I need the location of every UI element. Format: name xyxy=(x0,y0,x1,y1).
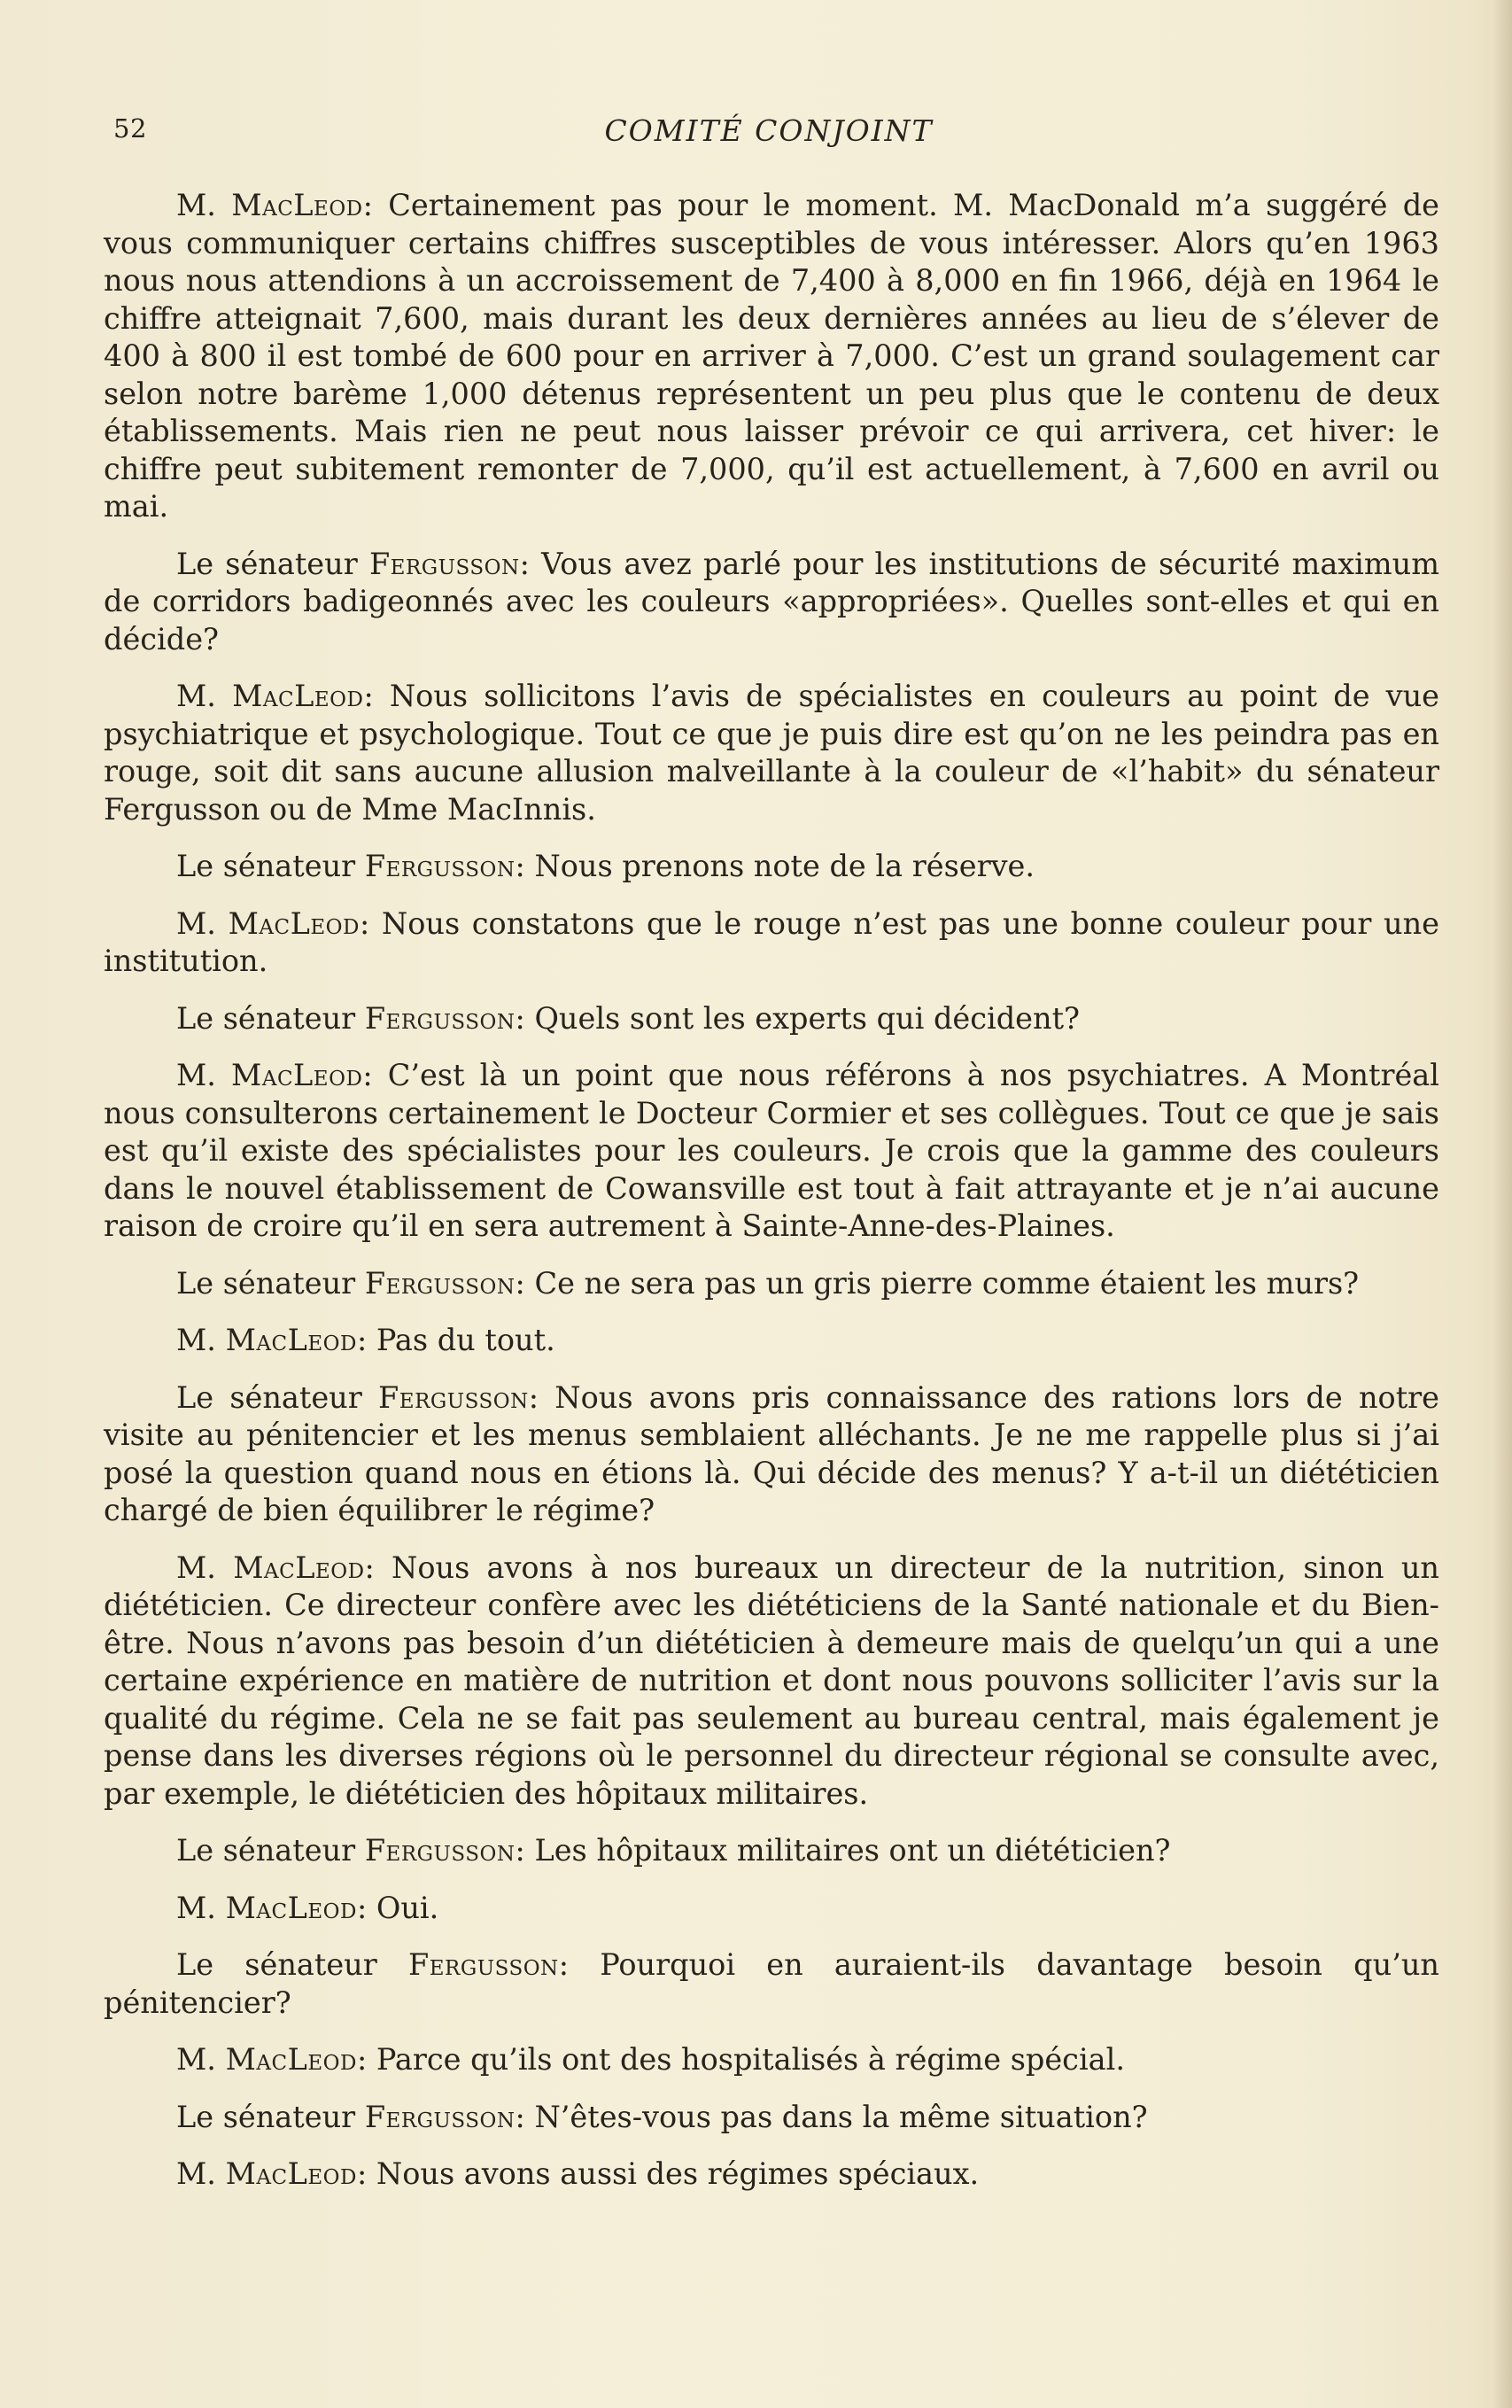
transcript-paragraph xyxy=(104,1946,1439,2022)
speaker-name: Fergusson xyxy=(364,1000,516,1036)
transcript-paragraph xyxy=(104,187,1439,526)
speaker-prefix: M. xyxy=(176,188,232,222)
page-header xyxy=(113,113,1424,152)
speaker-name: MacLeod xyxy=(233,1550,365,1585)
transcript-body xyxy=(104,187,1439,2213)
speaker-prefix: Le sénateur xyxy=(176,1833,365,1868)
speaker-prefix: M. xyxy=(176,1323,226,1357)
speaker-prefix: Le sénateur xyxy=(176,2099,365,2134)
speaker-prefix: M. xyxy=(176,2156,226,2191)
speaker-prefix: Le sénateur xyxy=(176,849,365,883)
paragraph-text: : Nous avons à nos bureaux un directeur de la nutrition, sinon un diététicien. Ce directeur confère avec les diététiciens de la Santé nationale et du Bien-être. Nous n’avons pas besoin d’un diététicien à demeure mais de quelqu’un qui a une certaine expérience en matière de nutrition et dont nous pouvons solliciter l’avis sur la qualité du régime. Cela ne se fait pas seulement au bureau central, mais également je pense dans les diverses régions où le personnel du directeur régional se consulte avec, par exemple, le diététicien des hôpitaux militaires. xyxy=(104,1550,1439,1811)
paragraph-text: : Parce qu’ils ont des hospitalisés à régime spécial. xyxy=(356,2042,1125,2077)
speaker-prefix: M. xyxy=(176,2042,226,2077)
paragraph-text: : Oui. xyxy=(356,1890,439,1925)
paragraph-text: : Nous constatons que le rouge n’est pas une bonne couleur pour une institution. xyxy=(104,905,1439,978)
speaker-name: MacLeod xyxy=(225,1890,357,1925)
transcript-paragraph xyxy=(104,1890,1439,1928)
speaker-prefix: Le sénateur xyxy=(176,1947,408,1982)
speaker-prefix: Le sénateur xyxy=(176,1000,365,1036)
speaker-prefix: M. xyxy=(176,905,229,941)
speaker-name: Fergusson xyxy=(378,1379,529,1415)
speaker-name: MacLeod xyxy=(228,905,360,941)
transcript-paragraph xyxy=(104,1379,1439,1530)
paragraph-text: : Pas du tout. xyxy=(356,1323,555,1357)
paragraph-text: : Nous avons aussi des régimes spéciaux. xyxy=(356,2156,980,2191)
speaker-name: Fergusson xyxy=(407,1947,559,1982)
transcript-paragraph xyxy=(104,2041,1439,2079)
speaker-name: Fergusson xyxy=(368,546,520,581)
transcript-paragraph xyxy=(104,1550,1439,1814)
transcript-paragraph xyxy=(104,1265,1439,1303)
running-title: COMITÉ CONJOINT xyxy=(604,113,934,148)
transcript-paragraph xyxy=(104,905,1439,981)
speaker-name: MacLeod xyxy=(225,2156,357,2191)
paragraph-text: : Quels sont les experts qui décident? xyxy=(515,1000,1080,1036)
transcript-paragraph xyxy=(104,1322,1439,1360)
transcript-paragraph xyxy=(104,1057,1439,1246)
paragraph-text: : Pourquoi en auraient-ils davantage besoin qu’un pénitencier? xyxy=(104,1947,1439,2020)
speaker-name: Fergusson xyxy=(364,849,516,883)
paragraph-text: : Ce ne sera pas un gris pierre comme étaient les murs? xyxy=(515,1265,1360,1301)
transcript-paragraph xyxy=(104,1832,1439,1870)
speaker-prefix: M. xyxy=(176,1550,234,1585)
paragraph-text: : Les hôpitaux militaires ont un diététicien? xyxy=(515,1833,1171,1868)
paragraph-text: : Nous prenons note de la réserve. xyxy=(515,849,1035,883)
speaker-name: MacLeod xyxy=(225,1323,357,1357)
paragraph-text: : Vous avez parlé pour les institutions de sécurité maximum de corridors badigeonnés avec les couleurs «appropriées». Quelles sont-elles et qui en décide? xyxy=(104,546,1440,656)
speaker-prefix: M. xyxy=(176,679,233,713)
speaker-prefix: M. xyxy=(176,1058,232,1092)
speaker-name: Fergusson xyxy=(364,1265,516,1301)
speaker-name: MacLeod xyxy=(231,1058,363,1092)
speaker-name: Fergusson xyxy=(364,2099,516,2134)
speaker-name: MacLeod xyxy=(225,2042,357,2077)
paragraph-text: : N’êtes-vous pas dans la même situation? xyxy=(515,2099,1148,2134)
speaker-prefix: Le sénateur xyxy=(176,1379,379,1415)
paragraph-text: : Nous sollicitons l’avis de spécialistes en couleurs au point de vue psychiatrique et psychologique. Tout ce que je puis dire est qu’on ne les peindra pas en rouge, soit dit sans aucune allusion malveillante à la couleur de «l’habit» du sénateur Fergusson ou de Mme MacInnis. xyxy=(104,679,1439,827)
speaker-name: MacLeod xyxy=(232,679,364,713)
paragraph-text: : Certainement pas pour le moment. M. MacDonald m’a suggéré de vous communiquer certains chiffres susceptibles de vous intéresser. Alors qu’en 1963 nous nous attendions à un accroissement de 7,400 à 8,000 en fin 1966, déjà en 1964 le chiffre atteignait 7,600, mais durant les deux dernières années au lieu de s’élever de 400 à 800 il est tombé de 600 pour en arriver à 7,000. C’est un grand soulagement car selon notre barème 1,000 détenus représentent un peu plus que le contenu de deux établissements. Mais rien ne peut nous laisser prévoir ce qui arrivera, cet hiver: le chiffre peut subitement remonter de 7,000, qu’il est actuellement, à 7,600 en avril ou mai. xyxy=(104,188,1439,524)
transcript-paragraph xyxy=(104,546,1439,659)
speaker-name: MacLeod xyxy=(231,188,363,222)
transcript-paragraph xyxy=(104,2099,1439,2137)
transcript-paragraph xyxy=(104,1000,1439,1038)
paragraph-text: : C’est là un point que nous référons à nos psychiatres. A Montréal nous consulterons certainement le Docteur Cormier et ses collègues. Tout ce que je sais est qu’il existe des spécialistes pour les couleurs. Je crois que la gamme des couleurs dans le nouvel établissement de Cowansville est tout à fait attrayante et je n’ai aucune raison de croire qu’il en sera autrement à Sainte-Anne-des-Plaines. xyxy=(104,1058,1439,1243)
speaker-prefix: Le sénateur xyxy=(176,1265,365,1301)
page-number: 52 xyxy=(113,113,147,144)
transcript-paragraph xyxy=(104,2156,1439,2194)
page-binding-shadow xyxy=(1493,0,1512,2408)
speaker-prefix: M. xyxy=(176,1890,226,1925)
transcript-paragraph xyxy=(104,678,1439,828)
transcript-paragraph xyxy=(104,848,1439,886)
speaker-prefix: Le sénateur xyxy=(176,546,369,581)
paragraph-text: : Nous avons pris connaissance des rations lors de notre visite au pénitencier et les menus semblaient alléchants. Je ne me rappelle plus si j’ai posé la question quand nous en étions là. Qui décide des menus? Y a-t-il un diététicien chargé de bien équilibrer le régime? xyxy=(104,1379,1440,1527)
speaker-name: Fergusson xyxy=(364,1833,516,1868)
